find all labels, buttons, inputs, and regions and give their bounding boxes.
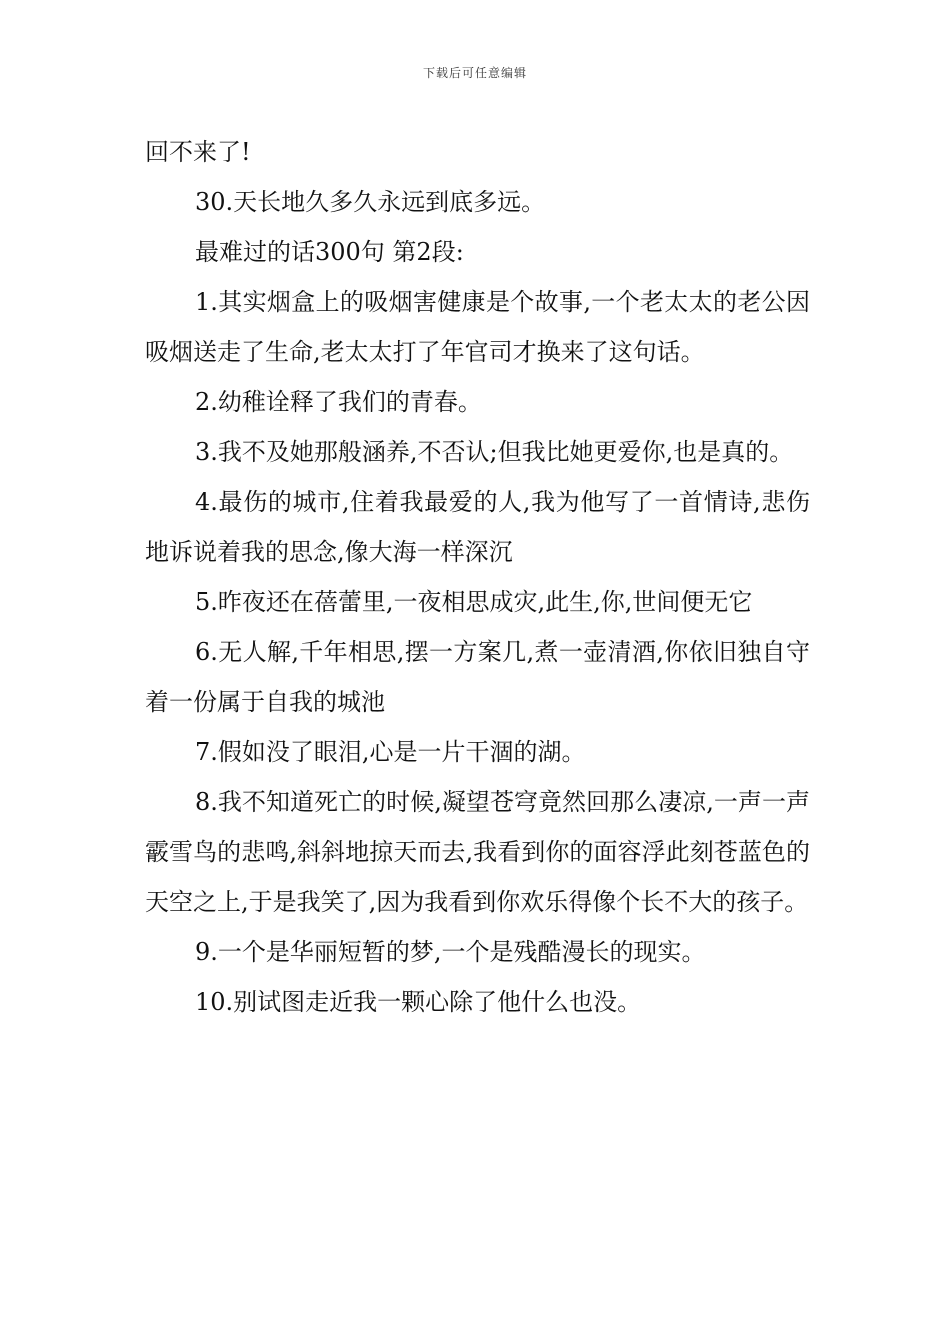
page-header-note: 下载后可任意编辑 — [422, 66, 527, 80]
section-heading: 最难过的话300句 第2段: — [195, 238, 464, 266]
paragraph-item-1: 1.其实烟盒上的吸烟害健康是个故事,一个老太太的老公因吸烟送走了生命,老太太打了年官司才换来了这句话。 — [145, 288, 810, 366]
paragraph-item-4: 4.最伤的城市,住着我最爱的人,我为他写了一首情诗,悲伤地诉说着我的思念,像大海一样深沉 — [145, 488, 810, 566]
paragraph-continuation: 回不来了! — [145, 138, 251, 166]
document-body — [145, 127, 810, 1027]
paragraph-item-7: 7.假如没了眼泪,心是一片干涸的湖。 — [195, 738, 586, 766]
paragraph-item-5: 5.昨夜还在蓓蕾里,一夜相思成灾,此生,你,世间便无它 — [195, 588, 753, 616]
paragraph-item-2: 2.幼稚诠释了我们的青春。 — [195, 388, 482, 416]
paragraph-item-9: 9.一个是华丽短暂的梦,一个是残酷漫长的现实。 — [195, 938, 706, 966]
paragraph-item-6: 6.无人解,千年相思,摆一方案几,煮一壶清酒,你依旧独自守着一份属于自我的城池 — [145, 638, 810, 716]
paragraph-item-10: 10.别试图走近我一颗心除了他什么也没。 — [195, 988, 642, 1016]
paragraph-item-30: 30.天长地久多久永远到底多远。 — [195, 188, 546, 216]
paragraph-item-8: 8.我不知道死亡的时候,凝望苍穹竟然回那么凄凉,一声一声霰雪鸟的悲鸣,斜斜地掠天而去,我看到你的面容浮此刻苍蓝色的天空之上,于是我笑了,因为我看到你欢乐得像个长不大的孩子。 — [145, 788, 810, 916]
paragraph-item-3: 3.我不及她那般涵养,不否认;但我比她更爱你,也是真的。 — [195, 438, 794, 466]
